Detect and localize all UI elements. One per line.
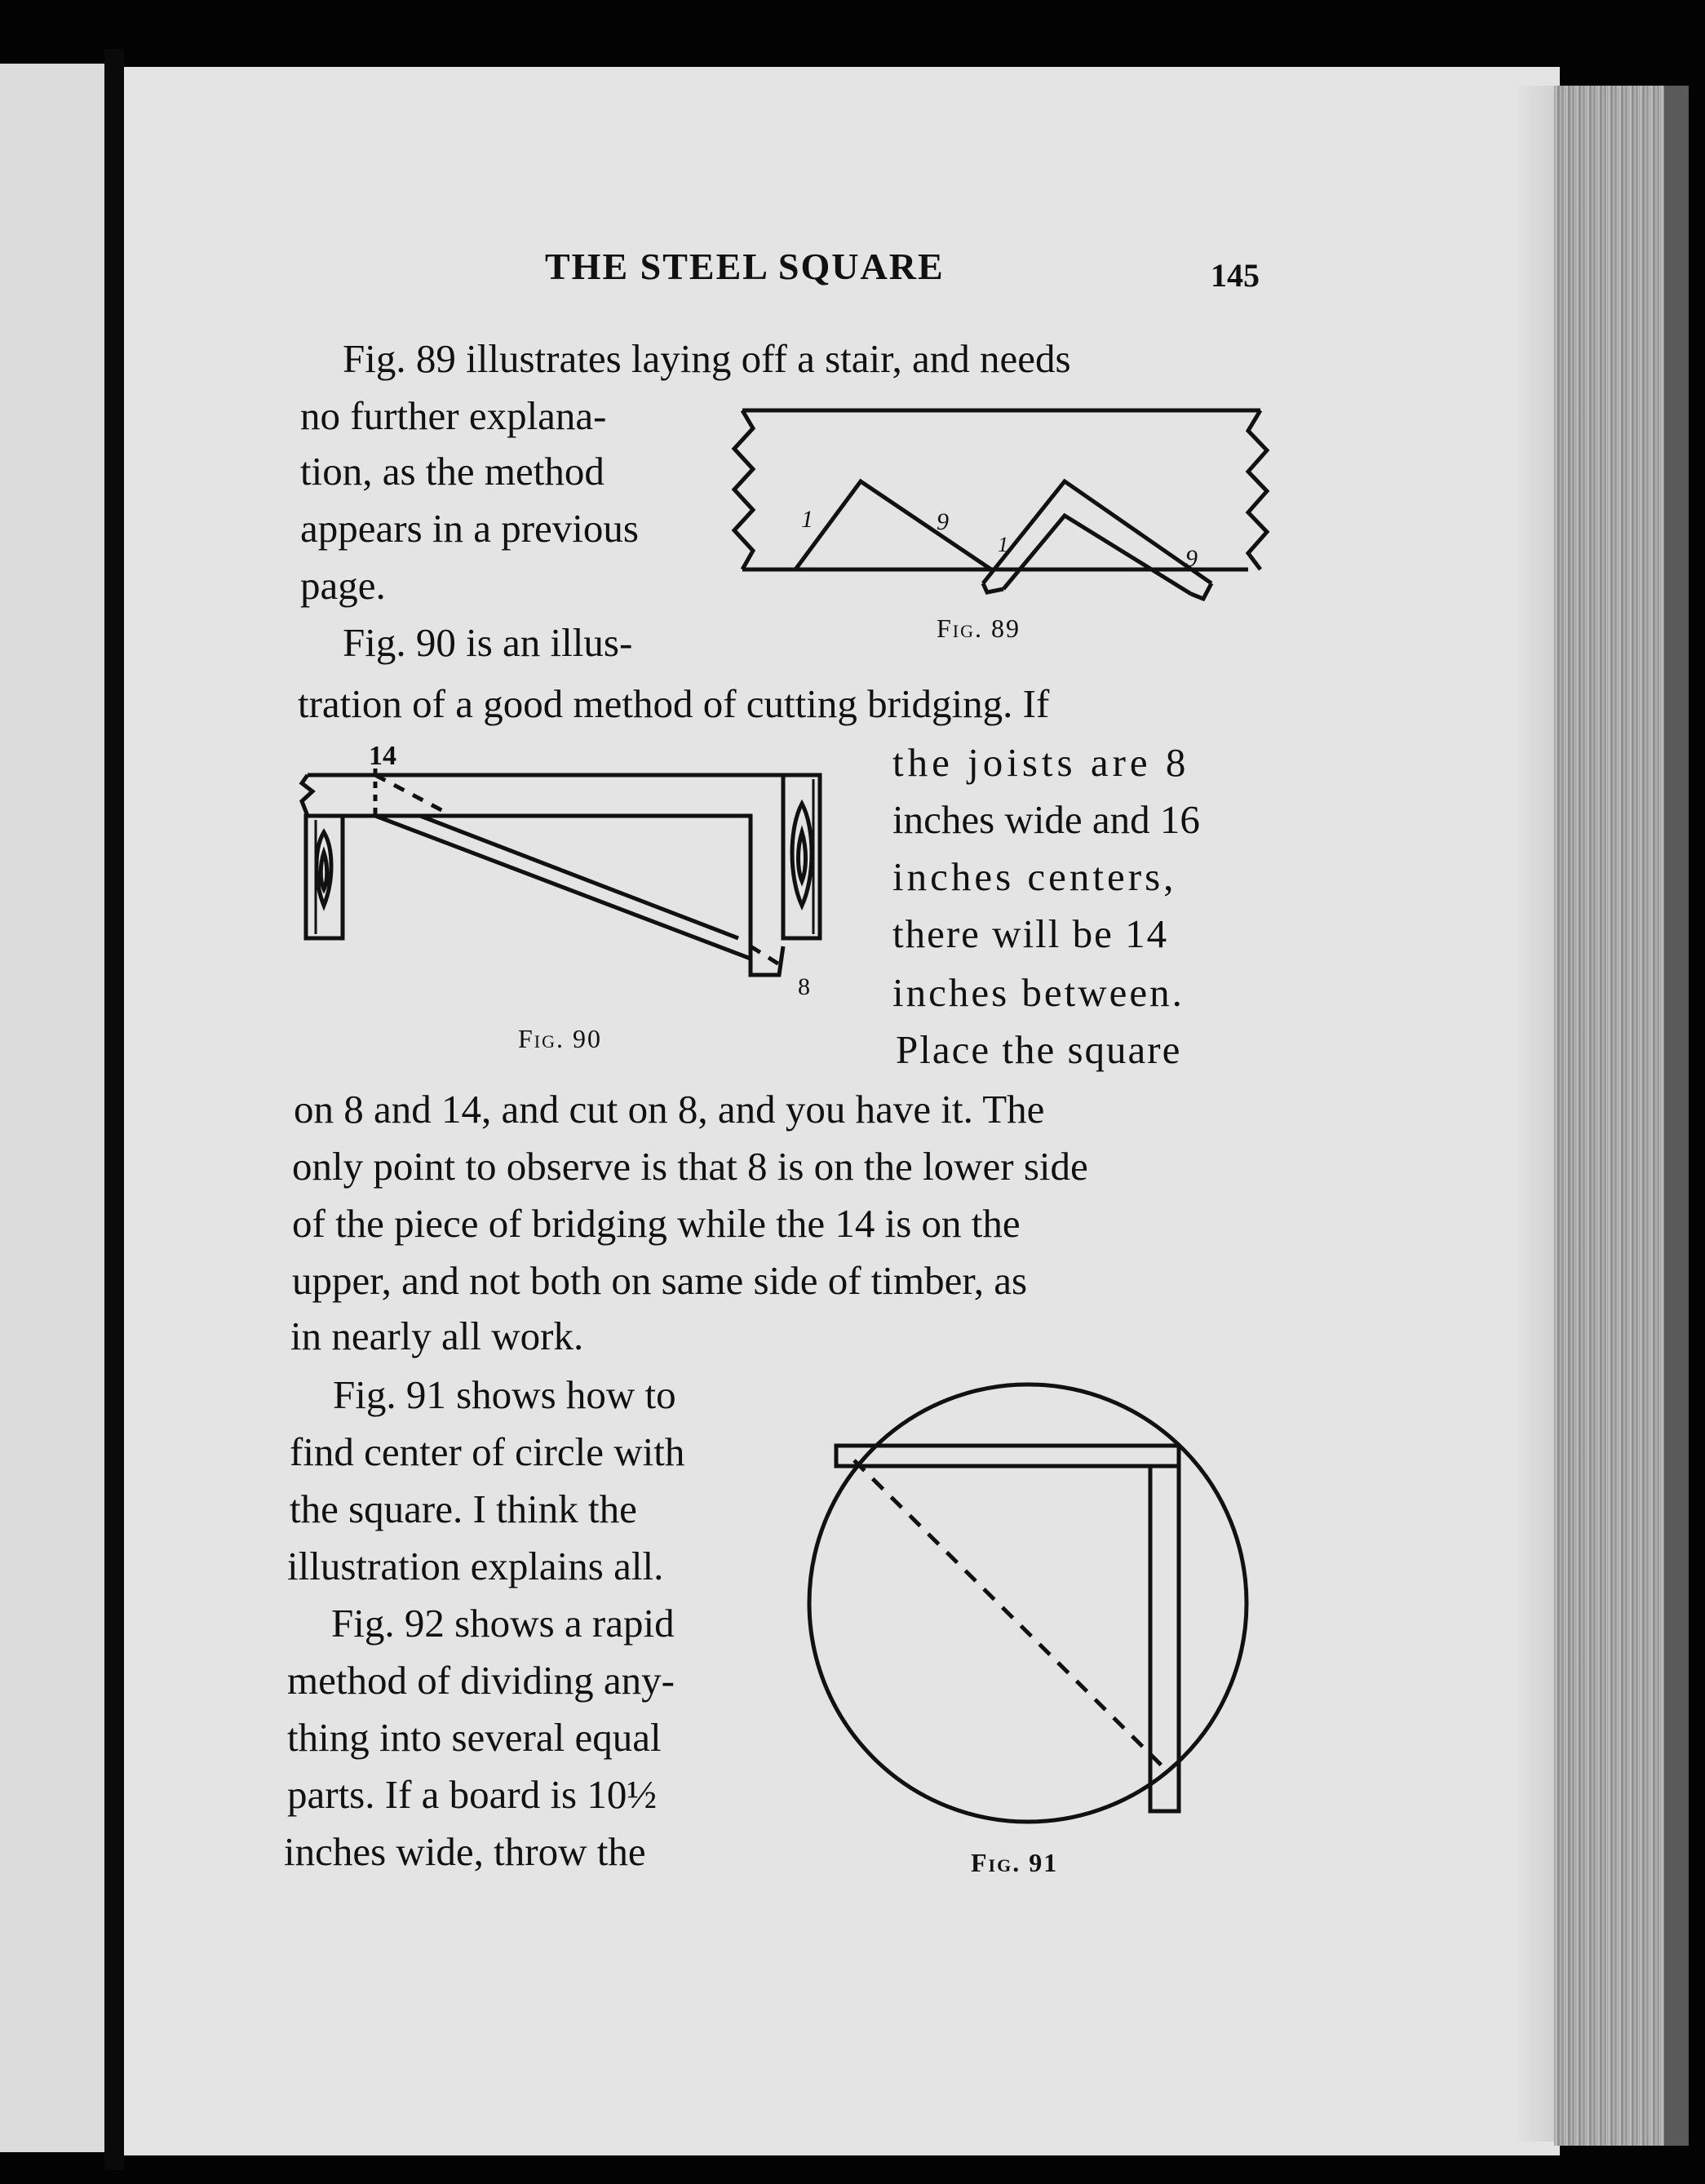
fig90-label-14: 14 — [369, 741, 396, 771]
text-line-2: no further explana- — [300, 393, 607, 438]
text-line-9: inches wide and 16 — [892, 797, 1200, 842]
figure-91-circle-center-diagram — [804, 1379, 1260, 1836]
text-line-26: parts. If a board is 10½ — [287, 1772, 658, 1817]
fig90-right-joist-grain — [792, 804, 812, 906]
fig89-square-inner-edge — [1003, 516, 1191, 594]
fig89-label-1b: 1 — [998, 533, 1008, 556]
text-line-15: only point to observe is that 8 is on the lower side — [292, 1144, 1088, 1189]
running-title: THE STEEL SQUARE — [545, 246, 945, 287]
text-line-5: page. — [300, 563, 386, 608]
fig90-cut-line-bottom — [751, 946, 783, 967]
figure-90-bridging-diagram — [298, 751, 852, 1028]
text-line-8: the joists are 8 — [892, 740, 1190, 785]
fig89-label-9b: 9 — [1185, 545, 1198, 572]
fig89-right-break-line — [1248, 410, 1267, 569]
text-line-4: appears in a previous — [300, 506, 639, 551]
fig90-bridging-lower-edge — [375, 816, 751, 959]
book-gutter — [104, 49, 124, 2170]
fig89-square-end-left — [983, 583, 1003, 592]
text-line-14: on 8 and 14, and cut on 8, and you have it. The — [294, 1087, 1045, 1132]
text-line-13: Place the square — [896, 1027, 1182, 1072]
left-page-edge — [0, 64, 104, 2152]
page-stack-dark-edge — [1664, 86, 1689, 2146]
text-line-17: upper, and not both on same side of timber, as — [292, 1258, 1028, 1303]
text-line-24: method of dividing any- — [287, 1658, 675, 1703]
fig90-label-8: 8 — [798, 973, 810, 1000]
text-line-25: thing into several equal — [287, 1715, 662, 1760]
fig90-square-break — [302, 775, 312, 816]
fig90-square-tongue-end — [751, 938, 783, 975]
text-line-19: Fig. 91 shows how to — [333, 1372, 676, 1417]
text-line-3: tion, as the method — [300, 449, 604, 494]
fig91-circle — [809, 1384, 1247, 1822]
text-line-27: inches wide, throw the — [284, 1829, 646, 1874]
fig90-square-blade-inner — [308, 816, 751, 938]
fig89-square-end-right — [1191, 583, 1211, 599]
text-line-10: inches centers, — [892, 854, 1177, 899]
text-line-23: Fig. 92 shows a rapid — [331, 1601, 675, 1646]
text-line-12: inches between. — [892, 970, 1185, 1015]
text-line-7: tration of a good method of cutting bridging. If — [298, 681, 1050, 726]
text-line-21: the square. I think the — [290, 1486, 637, 1531]
text-line-18: in nearly all work. — [290, 1314, 584, 1358]
fig90-cut-line-top — [375, 775, 445, 812]
fig89-caption: Fig. 89 — [937, 614, 1021, 643]
fig91-square-blade — [836, 1446, 1179, 1466]
fig89-first-step-triangle — [795, 481, 991, 569]
fig89-label-9a: 9 — [937, 508, 949, 535]
fig89-label-1a: 1 — [801, 506, 813, 533]
fig90-left-joist-grain — [317, 832, 331, 906]
fig90-bridging-upper-edge — [420, 816, 738, 938]
text-line-22: illustration explains all. — [287, 1544, 664, 1588]
fig89-left-break-line — [734, 410, 753, 569]
text-line-6: Fig. 90 is an illus- — [343, 620, 633, 665]
fig91-diameter-dashed — [854, 1460, 1167, 1770]
text-line-20: find center of circle with — [290, 1429, 685, 1474]
page-number: 145 — [1211, 257, 1260, 294]
text-line-11: there will be 14 — [892, 911, 1169, 956]
text-line-1: Fig. 89 illustrates laying off a stair, and needs — [343, 336, 1071, 381]
fig90-caption: Fig. 90 — [518, 1024, 603, 1053]
text-line-16: of the piece of bridging while the 14 is on the — [292, 1201, 1021, 1246]
fig91-caption: Fig. 91 — [971, 1848, 1059, 1877]
